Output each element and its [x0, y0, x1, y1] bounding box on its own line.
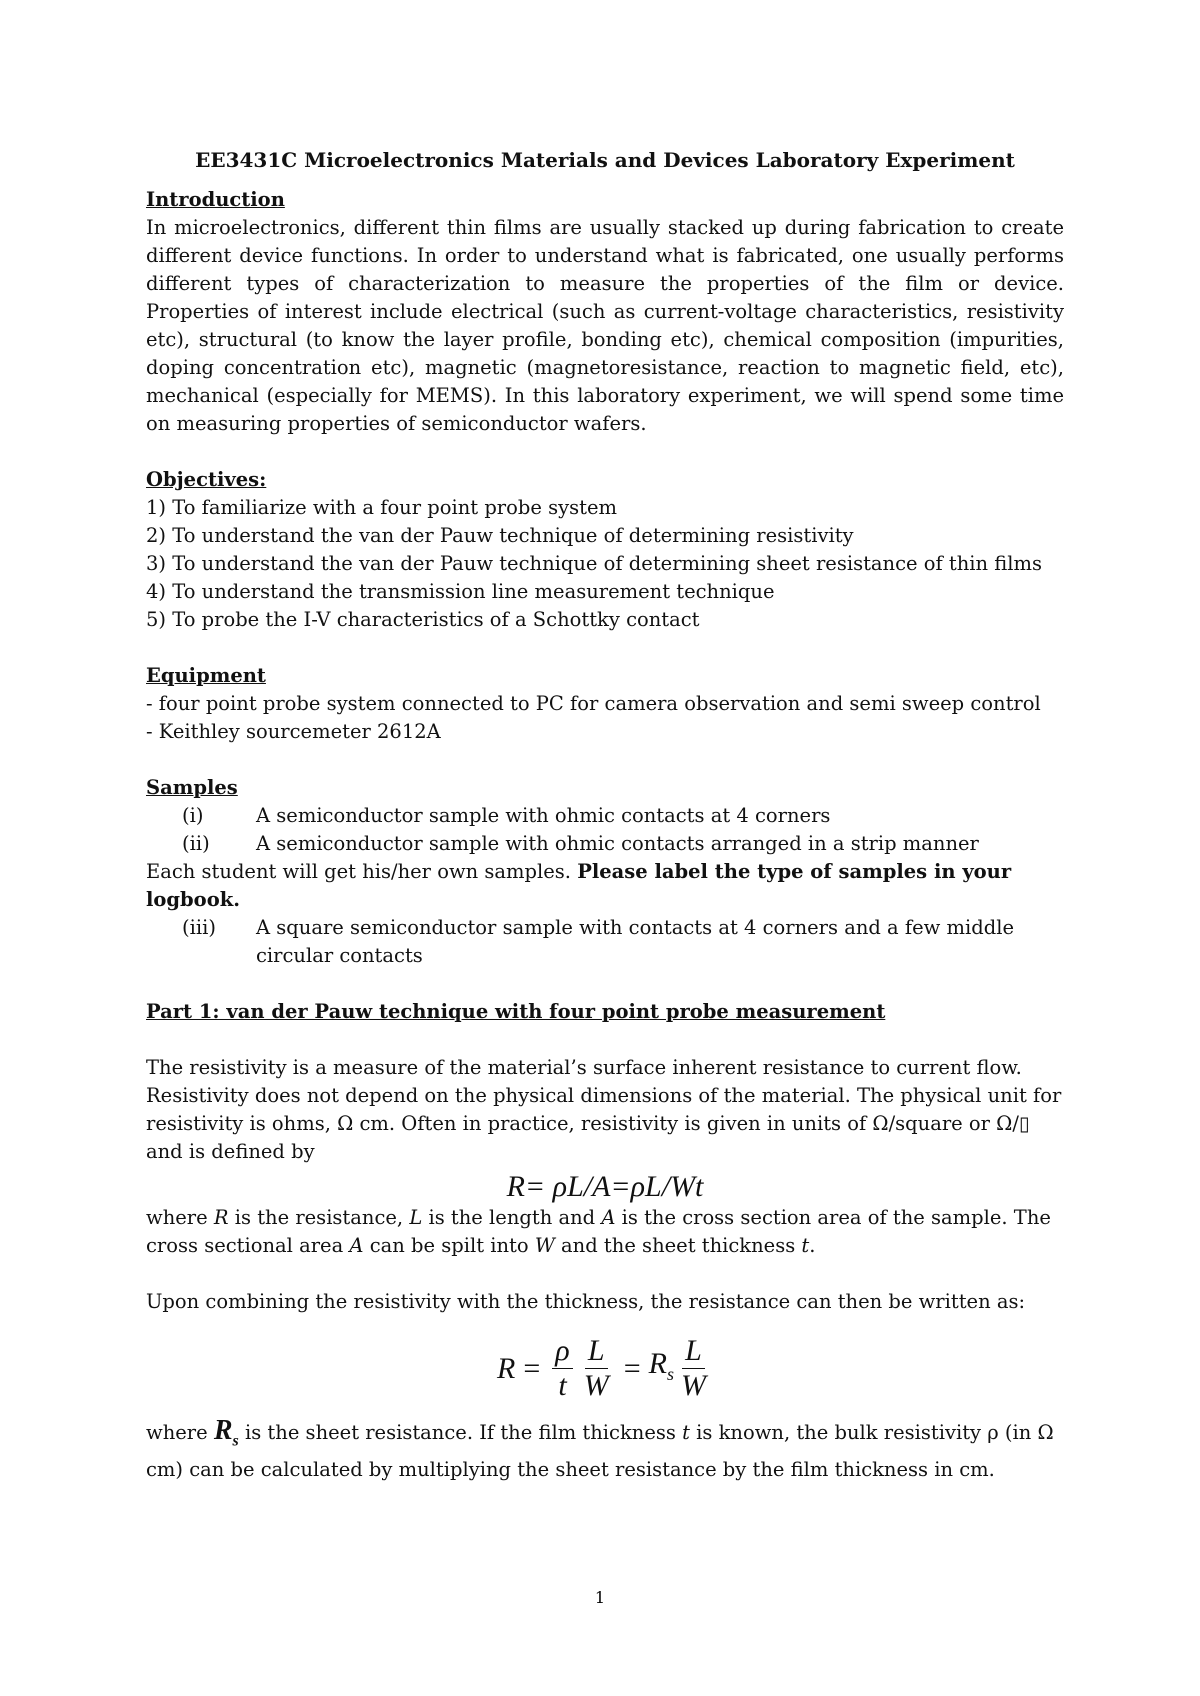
document-title: EE3431C Microelectronics Materials and Devices Laboratory Experiment [195, 148, 1015, 172]
sample-number: (ii) [182, 832, 210, 855]
part1-paragraph-2 [146, 1204, 1064, 1260]
text-run: where [146, 1421, 214, 1444]
equipment-list [146, 690, 1064, 746]
sample-text: A semiconductor sample with ohmic contacts arranged in a strip manner [256, 832, 979, 855]
objectives-heading: Objectives: [146, 468, 267, 491]
objective-item: 1) To familiarize with a four point probe system [146, 496, 617, 519]
objective-item: 3) To understand the van der Pauw technique of determining sheet resistance of thin films [146, 552, 1043, 575]
text-run: is the sheet resistance. If the film thickness [238, 1421, 683, 1444]
rs-inline-symbol [213, 1415, 239, 1450]
equipment-item: - Keithley sourcemeter 2612A [146, 720, 441, 743]
var-R: R [213, 1206, 229, 1229]
samples-note-plain: Each student will get his/her own samples. [146, 860, 578, 883]
rs-letter: R [213, 1415, 233, 1446]
fraction-l-over-w [581, 1334, 612, 1403]
text-run: is the length and [422, 1206, 602, 1229]
introduction-body: In microelectronics, different thin films are usually stacked up during fabrication to create different device functions. In order to understand what is fabricated, one usually performs different types of characterization to measure the properties of the film or device. Properties of interest include electrical (such as current-voltage characteristics, resistivity etc), structural (to know the layer profile, bonding etc), chemical composition (impurities, doping concentration etc), magnetic (magnetoresistance, reaction to magnetic field, etc), mechanical (especially for MEMS). In this laboratory experiment, we will spend some time on measuring properties of semiconductor wafers. [146, 216, 1064, 435]
sample-number: (iii) [182, 916, 216, 939]
objectives-list [146, 494, 1064, 634]
objective-item: 2) To understand the van der Pauw technique of determining resistivity [146, 524, 854, 547]
text-run: . [809, 1234, 816, 1257]
part1-heading: Part 1: van der Pauw technique with four point probe measurement [146, 1000, 886, 1023]
sample-item [146, 914, 1064, 970]
samples-note-bold: Please label the type of samples in your logbook. [146, 860, 1012, 911]
eq-equals: = [623, 1351, 641, 1385]
sample-text: A semiconductor sample with ohmic contacts at 4 corners [256, 804, 831, 827]
rs-subscript: s [666, 1363, 674, 1384]
equipment-heading: Equipment [146, 664, 266, 687]
numerator: L [585, 1334, 608, 1369]
denominator: W [583, 1369, 609, 1402]
introduction-heading: Introduction [146, 188, 285, 211]
var-A: A [601, 1206, 616, 1229]
eq-equals: = [523, 1351, 541, 1385]
numerator: L [682, 1334, 705, 1369]
denominator: W [680, 1369, 706, 1402]
resistance-equation: R= ρL/A=ρL/Wt [506, 1170, 704, 1203]
page-number: 1 [594, 1588, 606, 1607]
objective-item: 4) To understand the transmission line measurement technique [146, 580, 775, 603]
eq-lhs: R [497, 1351, 516, 1385]
numerator: ρ [552, 1334, 572, 1369]
text-run: where [146, 1206, 214, 1229]
rs-symbol: R [648, 1346, 667, 1380]
denominator: t [558, 1369, 567, 1402]
text-run: can be spilt into [363, 1234, 535, 1257]
samples-heading: Samples [146, 776, 238, 799]
sample-number: (i) [182, 804, 204, 827]
var-A: A [349, 1234, 364, 1257]
text-run: is the cross section area of the sample. The cross sectional area [146, 1206, 1051, 1257]
sheet-resistance-equation [146, 1334, 1064, 1403]
document-page [146, 146, 1064, 1484]
samples-note [146, 858, 1064, 914]
fraction-l-over-w [678, 1334, 709, 1403]
text-run: is known, the bulk resistivity ρ (in Ω cm) can be calculated by multiplying the sheet resistance by the film thickness in cm. [146, 1421, 1054, 1481]
sample-item [146, 830, 1064, 858]
sample-item [146, 802, 1064, 830]
part1-paragraph-3: Upon combining the resistivity with the thickness, the resistance can then be written as: [146, 1290, 1026, 1313]
var-W: W [534, 1234, 555, 1257]
rs-sub: s [232, 1432, 239, 1450]
objective-item: 5) To probe the I-V characteristics of a Schottky contact [146, 608, 700, 631]
fraction-rho-over-t [552, 1334, 572, 1403]
var-t: t [682, 1421, 690, 1444]
equipment-item: - four point probe system connected to PC for camera observation and semi sweep control [146, 692, 1041, 715]
eq-rs [648, 1346, 674, 1388]
sample-text: A square semiconductor sample with contacts at 4 corners and a few middle circular contacts [256, 916, 1014, 967]
text-run: is the resistance, [228, 1206, 410, 1229]
var-t: t [801, 1234, 810, 1257]
var-L: L [409, 1206, 423, 1229]
part1-paragraph-1: The resistivity is a measure of the material’s surface inherent resistance to current flow. Resistivity does not depend on the physical dimensions of the material. The physical unit for resistivity is ohms, Ω cm. Often in practice, resistivity is given in units of Ω/square or Ω/▯ and is defined by [146, 1056, 1062, 1163]
part1-paragraph-4 [146, 1417, 1064, 1484]
text-run: and the sheet thickness [554, 1234, 802, 1257]
